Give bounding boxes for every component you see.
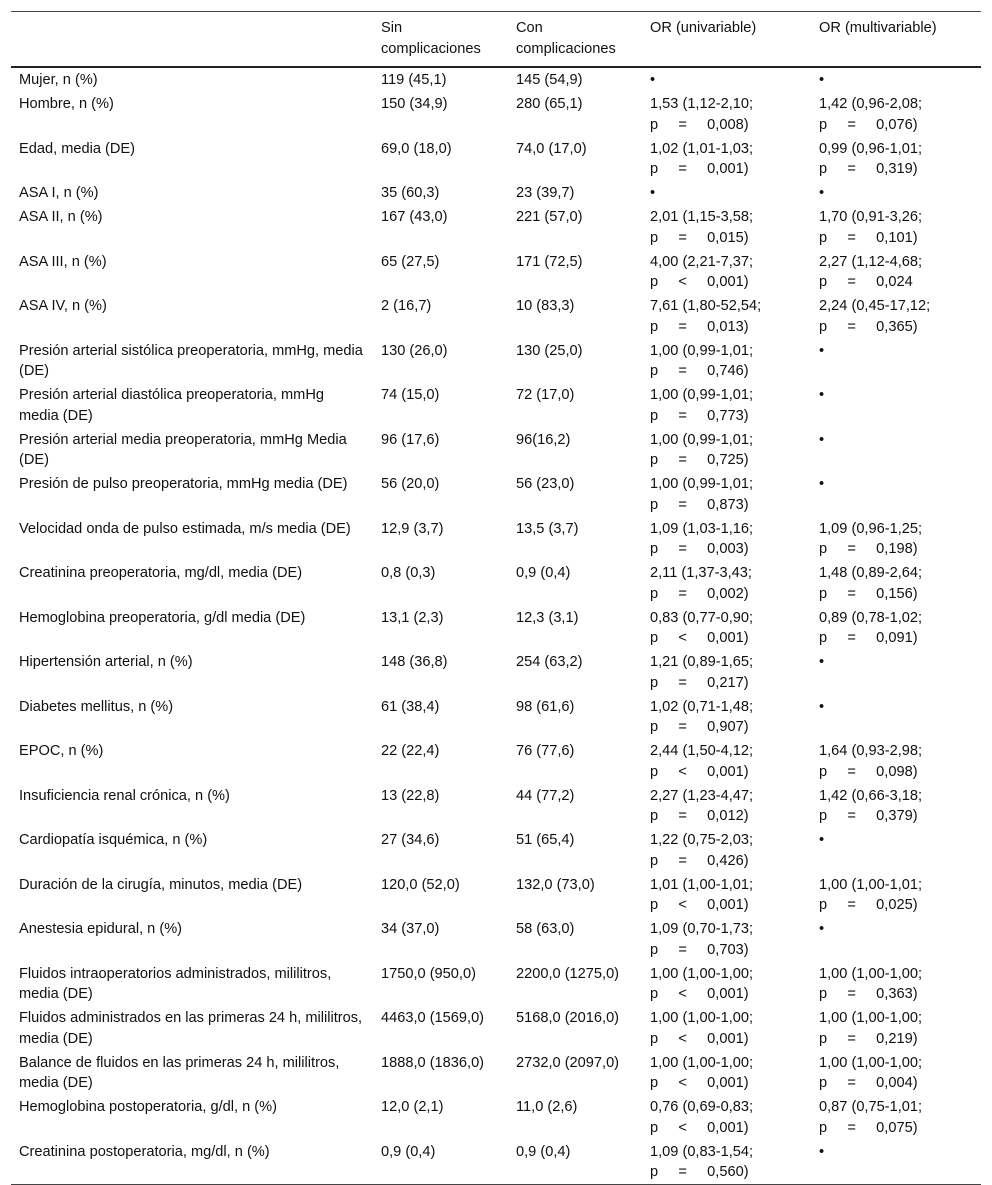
table-row — [11, 250, 981, 295]
cell-sin-complicaciones: 0,8 (0,3) — [381, 565, 436, 581]
table-row — [11, 205, 981, 250]
table-row — [11, 650, 981, 695]
cell-sin-complicaciones: 12,0 (2,1) — [381, 1099, 444, 1115]
table-row — [11, 383, 981, 428]
table-row — [11, 606, 981, 651]
cell-or-multivariable: • — [819, 387, 825, 403]
cell-or-multivariable: 1,09 (0,96-1,25; p = 0,198) — [819, 520, 923, 557]
cell-or-multivariable: • — [819, 698, 825, 715]
header-sin-complicaciones: Sin complicaciones — [381, 20, 481, 57]
table-row — [11, 181, 981, 205]
cell-con-complicaciones: 12,3 (3,1) — [516, 609, 579, 626]
cell-or-multivariable: • — [819, 654, 825, 670]
cell-variable: Presión de pulso preoperatoria, mmHg media (DE) — [19, 476, 348, 492]
cell-con-complicaciones: 0,9 (0,4) — [516, 1143, 571, 1160]
cell-con-complicaciones: 58 (63,0) — [516, 921, 575, 937]
cell-sin-complicaciones: 65 (27,5) — [381, 253, 440, 270]
cell-or-multivariable: 1,00 (1,00-1,00; p = 0,004) — [819, 1054, 923, 1091]
cell-variable: Balance de fluidos en las primeras 24 h, mililitros, media (DE) — [19, 1054, 340, 1091]
table-row — [11, 517, 981, 562]
cell-sin-complicaciones: 148 (36,8) — [381, 654, 448, 670]
cell-or-univariable: 2,27 (1,23-4,47; p = 0,012) — [650, 787, 754, 824]
cell-sin-complicaciones: 12,9 (3,7) — [381, 520, 444, 537]
cell-con-complicaciones: 76 (77,6) — [516, 743, 575, 759]
cell-con-complicaciones: 254 (63,2) — [516, 654, 583, 670]
cell-sin-complicaciones: 119 (45,1) — [381, 72, 447, 88]
cell-or-multivariable: 1,64 (0,93-2,98; p = 0,098) — [819, 743, 923, 780]
table-row — [11, 784, 981, 829]
cell-or-univariable: 7,61 (1,80-52,54; p = 0,013) — [650, 298, 762, 335]
cell-or-univariable: 1,00 (0,99-1,01; p = 0,725) — [650, 431, 754, 468]
cell-sin-complicaciones: 96 (17,6) — [381, 431, 440, 448]
cell-or-univariable: 1,00 (1,00-1,00; p < 0,001) — [650, 965, 754, 1002]
cell-con-complicaciones: 2732,0 (2097,0) — [516, 1054, 620, 1071]
cell-or-univariable: 4,00 (2,21-7,37; p < 0,001) — [650, 253, 754, 290]
cell-or-multivariable: 1,00 (1,00-1,00; p = 0,363) — [819, 965, 923, 1002]
table-row — [11, 962, 981, 1007]
table-row — [11, 339, 981, 384]
cell-or-univariable: 1,01 (1,00-1,01; p < 0,001) — [650, 876, 754, 913]
cell-or-multivariable: 1,70 (0,91-3,26; p = 0,101) — [819, 209, 923, 246]
cell-con-complicaciones: 145 (54,9) — [516, 72, 583, 88]
cell-or-univariable: 1,53 (1,12-2,10; p = 0,008) — [650, 96, 754, 133]
results-table-container — [11, 11, 981, 1185]
cell-variable: Fluidos intraoperatorios administrados, mililitros, media (DE) — [19, 965, 332, 1002]
cell-sin-complicaciones: 13 (22,8) — [381, 787, 440, 804]
cell-or-univariable: 1,22 (0,75-2,03; p = 0,426) — [650, 832, 754, 869]
cell-variable: Presión arterial media preoperatoria, mmHg Media (DE) — [19, 431, 347, 468]
cell-variable: Presión arterial sistólica preoperatoria, mmHg, media (DE) — [19, 342, 363, 379]
cell-con-complicaciones: 44 (77,2) — [516, 787, 575, 804]
cell-con-complicaciones: 98 (61,6) — [516, 698, 575, 715]
cell-con-complicaciones: 11,0 (2,6) — [516, 1099, 578, 1115]
cell-con-complicaciones: 0,9 (0,4) — [516, 565, 571, 581]
cell-or-multivariable: • — [819, 921, 825, 937]
cell-con-complicaciones: 280 (65,1) — [516, 96, 583, 112]
cell-or-multivariable: 0,99 (0,96-1,01; p = 0,319) — [819, 140, 923, 177]
cell-variable: EPOC, n (%) — [19, 743, 104, 759]
cell-or-univariable: • — [650, 185, 656, 201]
cell-variable: Hombre, n (%) — [19, 96, 114, 112]
table-row — [11, 137, 981, 182]
table-row — [11, 1095, 981, 1140]
cell-or-univariable: 2,44 (1,50-4,12; p < 0,001) — [650, 743, 754, 780]
cell-con-complicaciones: 23 (39,7) — [516, 185, 575, 201]
cell-or-univariable: 2,01 (1,15-3,58; p = 0,015) — [650, 209, 754, 246]
cell-variable: Duración de la cirugía, minutos, media (DE) — [19, 876, 303, 893]
cell-variable: Fluidos administrados en las primeras 24 h, mililitros, media (DE) — [19, 1010, 363, 1047]
cell-con-complicaciones: 74,0 (17,0) — [516, 140, 587, 157]
cell-sin-complicaciones: 27 (34,6) — [381, 832, 440, 848]
cell-variable: Presión arterial diastólica preoperatoria, mmHg media (DE) — [19, 387, 324, 424]
table-row — [11, 561, 981, 606]
cell-or-multivariable: 1,42 (0,96-2,08; p = 0,076) — [819, 96, 923, 133]
table-row — [11, 828, 981, 873]
cell-sin-complicaciones: 1888,0 (1836,0) — [381, 1054, 485, 1071]
cell-or-univariable: 1,00 (0,99-1,01; p = 0,773) — [650, 387, 754, 424]
cell-or-multivariable: • — [819, 832, 825, 848]
table-row — [11, 472, 981, 517]
table-row — [11, 739, 981, 784]
cell-variable: Velocidad onda de pulso estimada, m/s media (DE) — [19, 520, 351, 537]
cell-sin-complicaciones: 4463,0 (1569,0) — [381, 1010, 485, 1026]
cell-variable: Hipertensión arterial, n (%) — [19, 654, 193, 670]
cell-or-univariable: 1,02 (0,71-1,48; p = 0,907) — [650, 698, 754, 735]
cell-or-univariable: 1,21 (0,89-1,65; p = 0,217) — [650, 654, 754, 691]
table-row — [11, 873, 981, 918]
cell-or-multivariable: • — [819, 476, 825, 492]
cell-variable: ASA IV, n (%) — [19, 298, 107, 314]
cell-sin-complicaciones: 0,9 (0,4) — [381, 1143, 436, 1160]
table-row — [11, 428, 981, 473]
cell-or-multivariable: 0,87 (0,75-1,01; p = 0,075) — [819, 1099, 923, 1136]
cell-or-multivariable: 2,27 (1,12-4,68; p = 0,024 — [819, 253, 923, 290]
cell-variable: Insuficiencia renal crónica, n (%) — [19, 787, 230, 804]
cell-variable: ASA III, n (%) — [19, 253, 107, 270]
cell-sin-complicaciones: 69,0 (18,0) — [381, 140, 452, 157]
cell-or-multivariable: • — [819, 1143, 825, 1160]
cell-or-multivariable: 1,00 (1,00-1,01; p = 0,025) — [819, 876, 923, 913]
cell-con-complicaciones: 72 (17,0) — [516, 387, 575, 403]
cell-sin-complicaciones: 2 (16,7) — [381, 298, 432, 314]
cell-or-univariable: 1,00 (1,00-1,00; p < 0,001) — [650, 1010, 754, 1047]
table-row — [11, 294, 981, 339]
cell-or-univariable: 0,83 (0,77-0,90; p < 0,001) — [650, 609, 754, 646]
table-row — [11, 917, 981, 962]
cell-con-complicaciones: 10 (83,3) — [516, 298, 575, 314]
header-or-univariable: OR (univariable) — [650, 20, 757, 36]
table-row — [11, 1140, 981, 1185]
cell-or-univariable: 0,76 (0,69-0,83; p < 0,001) — [650, 1099, 754, 1136]
cell-sin-complicaciones: 56 (20,0) — [381, 476, 440, 492]
table-row — [11, 1006, 981, 1051]
table-row — [11, 92, 981, 137]
cell-con-complicaciones: 130 (25,0) — [516, 342, 583, 359]
cell-variable: Mujer, n (%) — [19, 72, 98, 88]
cell-sin-complicaciones: 22 (22,4) — [381, 743, 440, 759]
cell-con-complicaciones: 13,5 (3,7) — [516, 520, 579, 537]
cell-sin-complicaciones: 120,0 (52,0) — [381, 876, 460, 893]
cell-sin-complicaciones: 35 (60,3) — [381, 185, 440, 201]
cell-variable: Diabetes mellitus, n (%) — [19, 698, 174, 715]
cell-or-multivariable: 2,24 (0,45-17,12; p = 0,365) — [819, 298, 931, 335]
cell-variable: Hemoglobina postoperatoria, g/dl, n (%) — [19, 1099, 277, 1115]
cell-or-multivariable: 1,00 (1,00-1,00; p = 0,219) — [819, 1010, 923, 1047]
cell-variable: Edad, media (DE) — [19, 140, 135, 157]
cell-variable: Creatinina preoperatoria, mg/dl, media (DE) — [19, 565, 303, 581]
cell-con-complicaciones: 51 (65,4) — [516, 832, 575, 848]
cell-variable: Creatinina postoperatoria, mg/dl, n (%) — [19, 1143, 270, 1160]
cell-variable: ASA II, n (%) — [19, 209, 103, 225]
table-header — [11, 12, 981, 68]
cell-or-multivariable: • — [819, 342, 825, 359]
cell-variable: Cardiopatía isquémica, n (%) — [19, 832, 208, 848]
cell-variable: Anestesia epidural, n (%) — [19, 921, 183, 937]
table-row — [11, 67, 981, 92]
table-row — [11, 1051, 981, 1096]
table-row — [11, 695, 981, 740]
cell-or-univariable: 1,09 (1,03-1,16; p = 0,003) — [650, 520, 754, 557]
cell-or-univariable: 1,00 (0,99-1,01; p = 0,873) — [650, 476, 754, 513]
cell-con-complicaciones: 132,0 (73,0) — [516, 876, 595, 893]
cell-or-univariable: 1,09 (0,70-1,73; p = 0,703) — [650, 921, 754, 958]
cell-or-univariable: 1,00 (0,99-1,01; p = 0,746) — [650, 342, 754, 379]
cell-or-univariable: 1,02 (1,01-1,03; p = 0,001) — [650, 140, 754, 177]
header-variable — [11, 12, 373, 68]
cell-sin-complicaciones: 167 (43,0) — [381, 209, 448, 225]
cell-or-multivariable: • — [819, 72, 825, 88]
results-table — [11, 11, 981, 1185]
header-con-complicaciones: Con complicaciones — [516, 20, 616, 57]
cell-or-univariable: 1,09 (0,83-1,54; p = 0,560) — [650, 1143, 754, 1180]
cell-sin-complicaciones: 1750,0 (950,0) — [381, 965, 476, 982]
cell-sin-complicaciones: 74 (15,0) — [381, 387, 440, 403]
cell-con-complicaciones: 56 (23,0) — [516, 476, 575, 492]
cell-sin-complicaciones: 130 (26,0) — [381, 342, 448, 359]
header-row — [11, 12, 981, 68]
cell-sin-complicaciones: 13,1 (2,3) — [381, 609, 444, 626]
cell-variable: Hemoglobina preoperatoria, g/dl media (DE) — [19, 609, 306, 626]
cell-con-complicaciones: 171 (72,5) — [516, 253, 583, 270]
cell-or-multivariable: 1,48 (0,89-2,64; p = 0,156) — [819, 565, 923, 602]
cell-variable: ASA I, n (%) — [19, 185, 99, 201]
cell-or-multivariable: • — [819, 185, 825, 201]
cell-or-univariable: • — [650, 72, 656, 88]
cell-con-complicaciones: 221 (57,0) — [516, 209, 583, 225]
cell-or-multivariable: 0,89 (0,78-1,02; p = 0,091) — [819, 609, 923, 646]
cell-or-univariable: 2,11 (1,37-3,43; p = 0,002) — [650, 565, 752, 602]
cell-con-complicaciones: 2200,0 (1275,0) — [516, 965, 620, 982]
cell-con-complicaciones: 96(16,2) — [516, 431, 571, 448]
cell-or-multivariable: 1,42 (0,66-3,18; p = 0,379) — [819, 787, 923, 824]
cell-sin-complicaciones: 61 (38,4) — [381, 698, 440, 715]
cell-con-complicaciones: 5168,0 (2016,0) — [516, 1010, 620, 1026]
cell-sin-complicaciones: 150 (34,9) — [381, 96, 448, 112]
cell-or-multivariable: • — [819, 431, 825, 448]
cell-sin-complicaciones: 34 (37,0) — [381, 921, 440, 937]
cell-or-univariable: 1,00 (1,00-1,00; p < 0,001) — [650, 1054, 754, 1091]
table-body — [11, 67, 981, 1185]
header-or-multivariable: OR (multivariable) — [819, 20, 937, 36]
